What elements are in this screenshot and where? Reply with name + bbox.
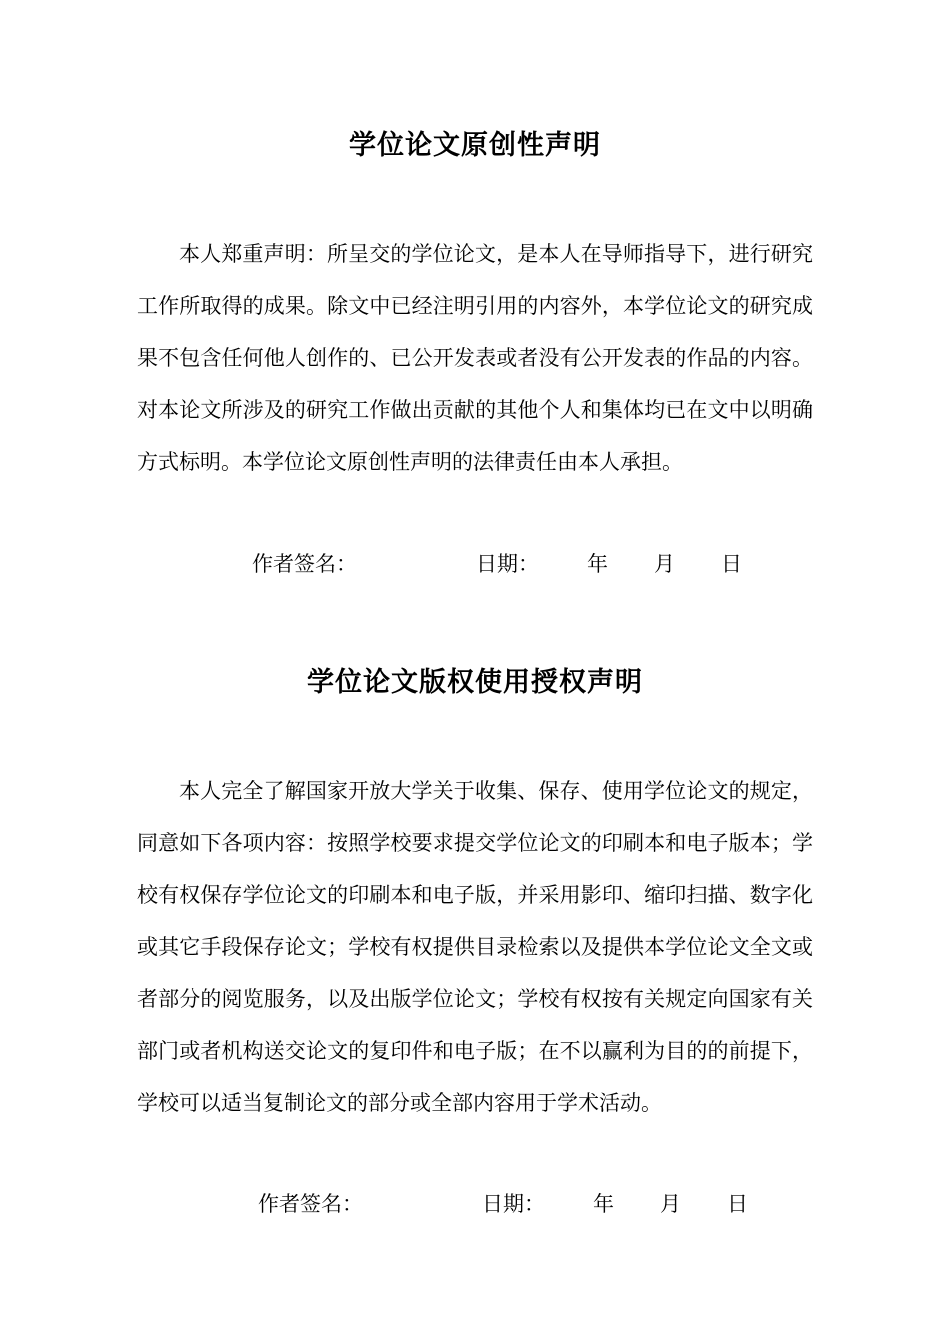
day-label: 日: [727, 1192, 748, 1216]
day-label: 日: [721, 552, 742, 576]
year-label: 年: [587, 552, 608, 576]
month-label: 月: [660, 1192, 681, 1216]
copyright-declaration-body: 本人完全了解国家开放大学关于收集、保存、使用学位论文的规定，同意如下各项内容：按照学校要求提交学位论文的印刷本和电子版本；学校有权保存学位论文的印刷本和电子版，并采用影印、缩印扫描、数字化或其它手段保存论文；学校有权提供目录检索以及提供本学位论文全文或者部分的阅览服务，以及出版学位论文；学校有权按有关规定向国家有关部门或者机构送交论文的复印件和电子版；在不以赢利为目的的前提下，学校可以适当复制论文的部分或全部内容用于学术活动。: [137, 779, 813, 1115]
originality-declaration-title: 学位论文原创性声明: [349, 130, 601, 161]
month-label: 月: [654, 552, 675, 576]
author-signature-label: 作者签名：: [252, 552, 357, 576]
date-label: 日期：: [476, 552, 539, 576]
originality-declaration-body: 本人郑重声明：所呈交的学位论文，是本人在导师指导下，进行研究工作所取得的成果。除文中已经注明引用的内容外，本学位论文的研究成果不包含任何他人创作的、已公开发表或者没有公开发表的作品的内容。对本论文所涉及的研究工作做出贡献的其他个人和集体均已在文中以明确方式标明。本学位论文原创性声明的法律责任由本人承担。: [137, 242, 813, 474]
copyright-declaration-title: 学位论文版权使用授权声明: [307, 667, 643, 698]
author-signature-label: 作者签名：: [258, 1192, 363, 1216]
date-label: 日期：: [482, 1192, 545, 1216]
year-label: 年: [593, 1192, 614, 1216]
